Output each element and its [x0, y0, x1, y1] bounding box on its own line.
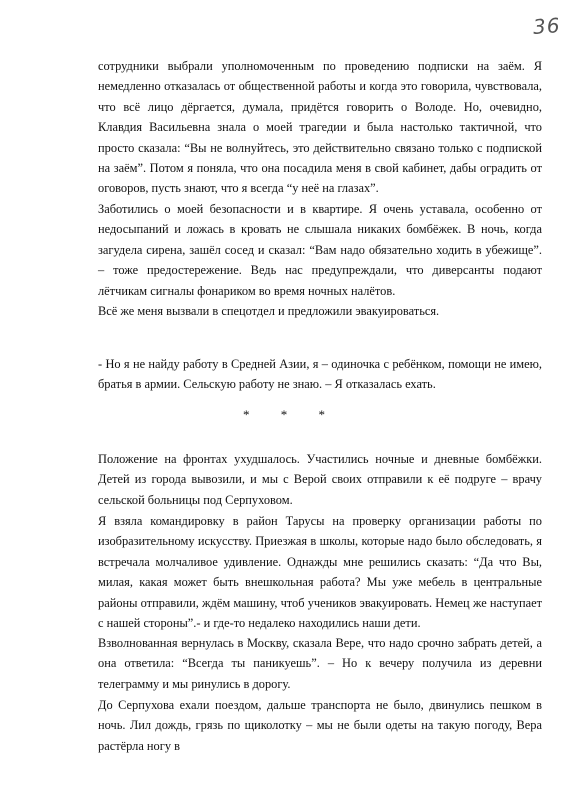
paragraph-subscription: сотрудники выбрали уполномоченным по проведению подписки на заём. Я немедленно отказалась от общественной работы и когда это говорила, чувствовала, что всё лицо дёргается, думала, придётся говорить о Володе. Но, очевидно, Клавдия Васильевна знала о моей трагедии и была настолько тактичной, что просто сказала: “Вы не волнуйтесь, это действительно связано только с подпиской на заём”. Потом я поняла, что она посадила меня в свой кабинет, дабы оградить от оговоров, пусть знают, что я всегда “у неё на глазах”.	[98, 59, 542, 196]
paragraph-front-situation: Положение на фронтах ухудшалось. Участились ночные и дневные бомбёжки. Детей из города вывозили, и мы с Верой своих отправили к её подруге – врачу сельской больницы под Серпуховом.	[98, 452, 542, 507]
paragraph-safety: Заботились о моей безопасности и в квартире. Я очень уставала, особенно от недосыпаний и ложась в кровать не слышала никаких бомбёжек. В ночь, когда загудела сирена, зашёл сосед и сказал: “Вам надо обязательно ходить в убежище”. – тоже предостережение. Ведь нас предупреждали, что диверсанты подают лётчикам сигналы фонариком во время ночных налётов.	[98, 202, 542, 298]
paragraph-evacuation-offer: Всё же меня вызвали в спецотдел и предложили эвакуироваться.	[98, 304, 440, 318]
paragraph-refusal: - Но я не найду работу в Средней Азии, я – одиночка с ребёнком, помощи не имею, братья в армии. Сельскую работу не знаю. – Я отказалась ехать.	[98, 357, 542, 392]
section-separator: * * *	[243, 407, 339, 422]
paragraph-return-moscow: Взволнованная вернулась в Москву, сказала Вере, что надо срочно забрать детей, а она ответила: “Всегда ты паникуешь”. – Но к вечеру получила из деревни телеграмму и мы ринулись в дорогу.	[98, 636, 542, 691]
paragraph-tarusa-trip: Я взяла командировку в район Тарусы на проверку организации работы по изобразительному искусству. Приезжая в школы, которые надо было обследовать, я встречала молчаливое удивление. Однажды мне решились сказать: “Да что Вы, милая, какая может быть внешкольная работа? Мы уже мебель в центральные районы отправили, ждём машину, чтоб учеников эвакуировать. Немец же наступает с нашей стороны”.- и где-то недалеко находились наши дети.	[98, 514, 542, 631]
page-number: 36	[531, 13, 561, 39]
paragraph-serpukhov-journey: До Серпухова ехали поездом, дальше транспорта не было, двинулись пешком в ночь. Лил дождь, грязь по щиколотку – мы не были одеты на такую погоду, Вера растёрла ногу в	[98, 698, 542, 753]
